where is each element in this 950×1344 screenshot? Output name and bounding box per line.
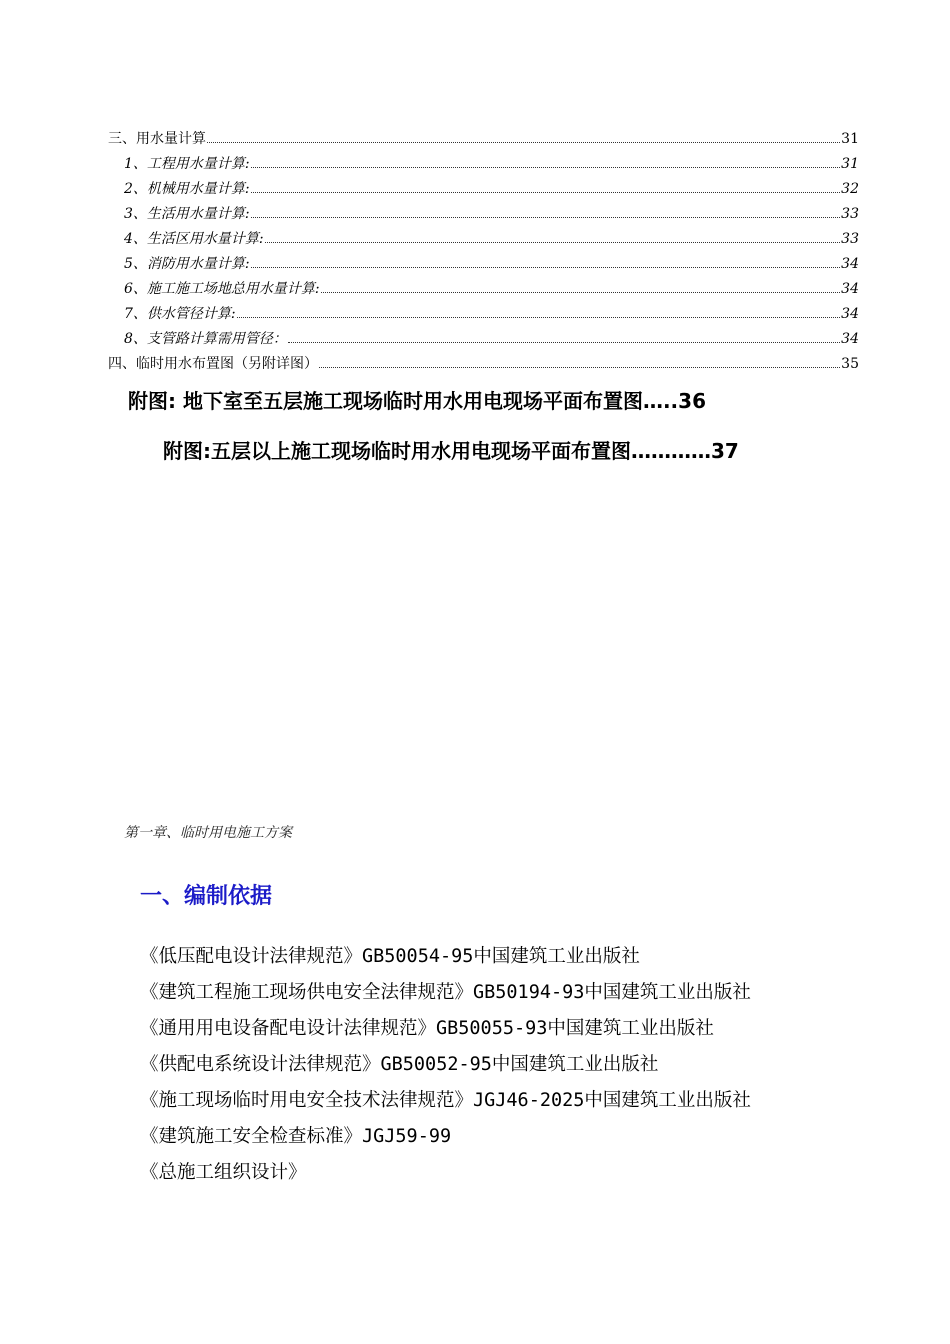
toc-entry[interactable] [124,153,859,173]
reference-item: 《通用用电设备配电设计法律规范》GB50055-93中国建筑工业出版社 [140,1018,714,1039]
toc-entry-page: 33 [841,206,859,222]
toc-leader [207,132,840,144]
toc-entry-page: 33 [841,231,859,247]
toc-entry-label: 8、支管路计算需用管径： [124,331,287,347]
toc-entry-page: 31 [841,156,859,172]
toc-entry-label: 7、供水管径计算: [124,306,236,322]
appendix-entry[interactable]: 附图: 地下室至五层施工现场临时用水用电现场平面布置图…..36 [128,389,706,413]
toc-entry-label: 3、生活用水量计算: [124,206,250,222]
reference-item: 《建筑施工安全检查标准》JGJ59-99 [140,1126,452,1147]
reference-item: 《总施工组织设计》 [140,1162,307,1183]
toc-leader [237,307,841,319]
toc-leader [251,207,841,219]
toc-entry-page: 35 [841,356,859,372]
reference-item: 《供配电系统设计法律规范》GB50052-95中国建筑工业出版社 [140,1054,659,1075]
toc-entry-page: 34 [841,281,859,297]
toc-entry[interactable] [124,178,859,198]
toc-leader [251,182,841,194]
toc-entry-page: 34 [841,306,859,322]
toc-entry-label: 5、消防用水量计算: [124,256,250,272]
toc-entry-page: 31 [841,131,859,147]
toc-entry[interactable] [108,353,859,373]
toc-entry[interactable] [124,253,859,273]
toc-entry[interactable] [124,203,859,223]
toc-entry-label: 四、临时用水布置图（另附详图） [108,356,318,372]
toc-entry[interactable] [124,303,859,323]
toc-entry-label: 4、生活区用水量计算: [124,231,264,247]
toc-entry[interactable] [108,128,859,148]
chapter-title: 第一章、临时用电施工方案 [124,825,292,841]
toc-entry[interactable] [124,328,859,348]
toc-entry-label: 2、机械用水量计算: [124,181,250,197]
toc-entry-label: 三、用水量计算 [108,131,206,147]
toc-entry-page: 34 [841,256,859,272]
toc-entry[interactable] [124,228,859,248]
toc-entry-page: 32 [841,181,859,197]
toc-leader [251,257,841,269]
section-heading: 一、编制依据 [140,884,273,909]
toc-leader [319,357,840,369]
appendix-entry[interactable]: 附图:五层以上施工现场临时用水用电现场平面布置图…………37 [163,439,739,463]
toc-leader [251,157,841,169]
reference-item: 《建筑工程施工现场供电安全法律规范》GB50194-93中国建筑工业出版社 [140,982,751,1003]
reference-item: 《低压配电设计法律规范》GB50054-95中国建筑工业出版社 [140,946,640,967]
toc-leader [321,282,841,294]
toc-entry[interactable] [124,278,859,298]
toc-leader [288,332,840,344]
toc-entry-page: 34 [841,331,859,347]
toc-entry-label: 6、施工施工场地总用水量计算: [124,281,320,297]
toc-entry-label: 1、工程用水量计算: [124,156,250,172]
toc-leader [265,232,841,244]
reference-item: 《施工现场临时用电安全技术法律规范》JGJ46-2025中国建筑工业出版社 [140,1090,751,1111]
